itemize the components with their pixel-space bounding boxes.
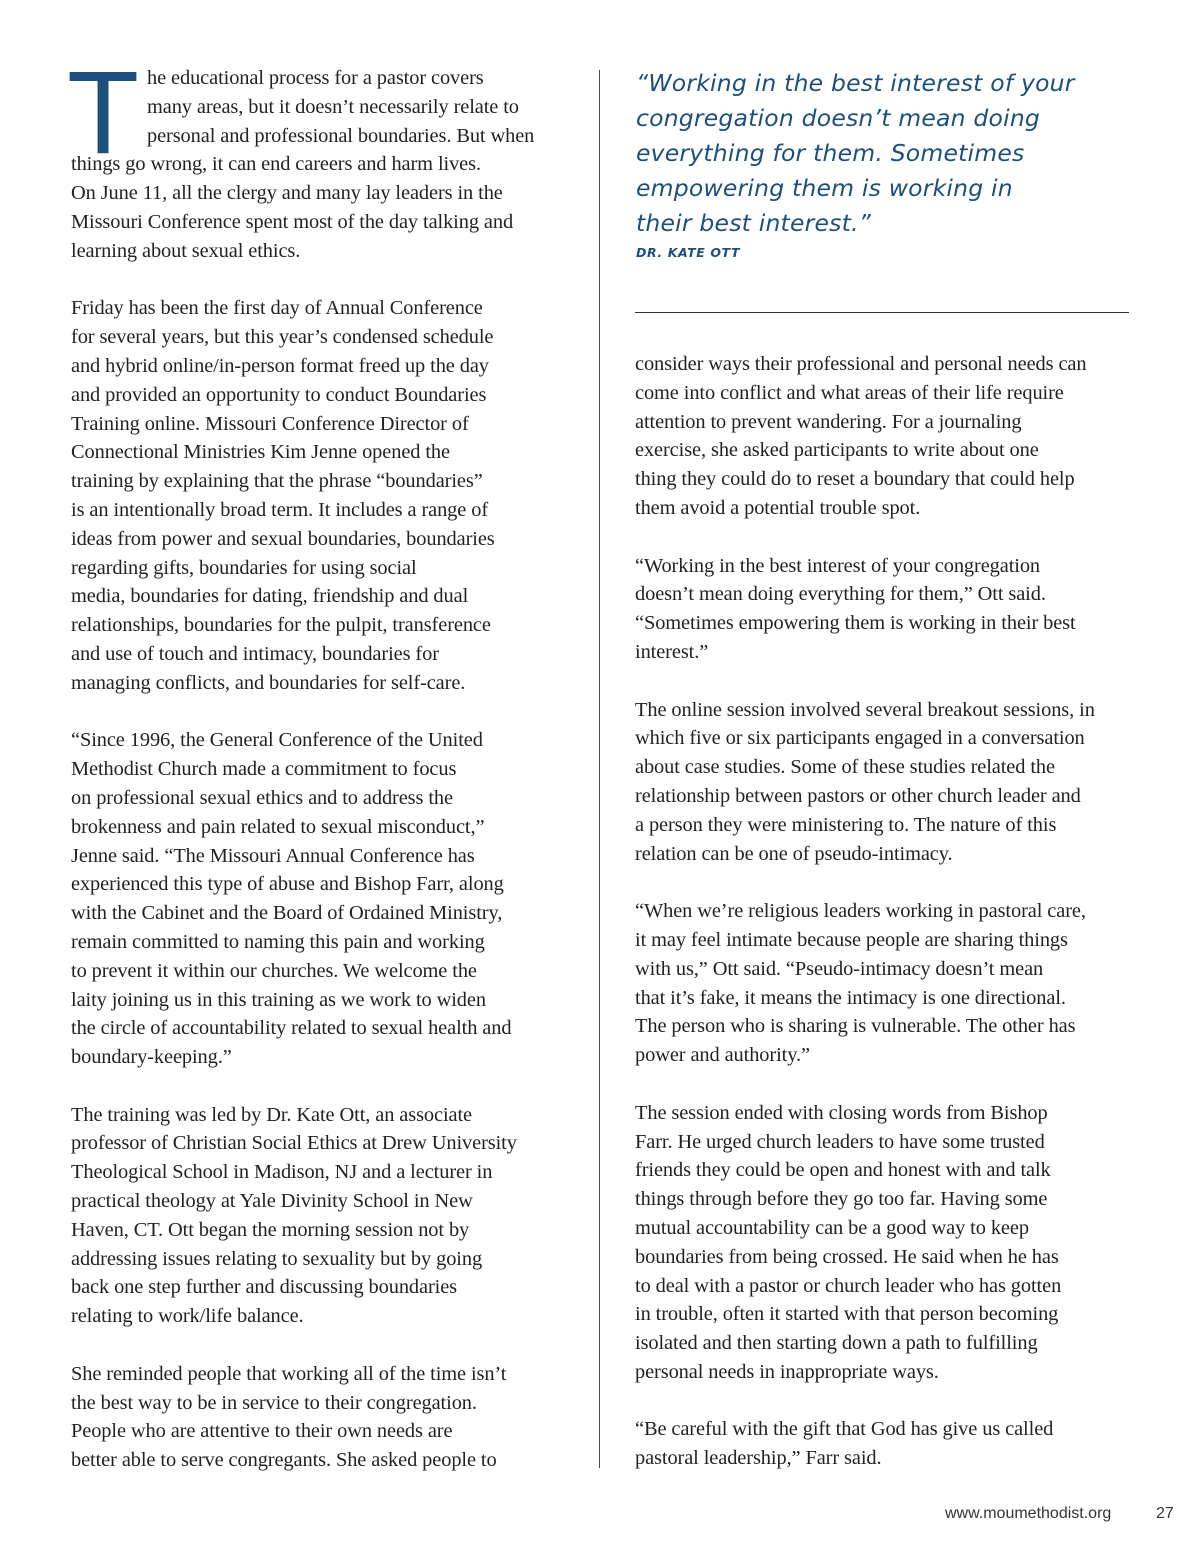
text-line: it may feel intimate because people are sharing things — [635, 928, 1068, 951]
text-line: to prevent it within our churches. We welcome the — [71, 959, 477, 982]
text-line: experienced this type of abuse and Bishop Farr, along — [71, 873, 504, 896]
footer-website-link[interactable]: www.moumethodist.org — [945, 1505, 1112, 1522]
text-line: congregation doesn’t mean doing — [636, 104, 1041, 132]
text-line: things go wrong, it can end careers and harm lives. — [71, 153, 481, 176]
text-line: isolated and then starting down a path to fulfilling — [635, 1332, 1038, 1355]
text-line: The person who is sharing is vulnerable. The other has — [635, 1015, 1076, 1038]
text-line: On June 11, all the clergy and many lay leaders in the — [71, 182, 503, 205]
text-line: power and authority.” — [635, 1044, 810, 1067]
text-line: remain committed to naming this pain and working — [71, 930, 485, 953]
text-line: back one step further and discussing boundaries — [71, 1276, 458, 1299]
column-divider — [599, 70, 600, 1468]
text-line: Jenne said. “The Missouri Annual Conference has — [71, 844, 475, 867]
text-line: with us,” Ott said. “Pseudo-intimacy doesn’t mean — [635, 957, 1044, 980]
text-line: boundaries from being crossed. He said when he has — [635, 1245, 1059, 1268]
left-column — [67, 47, 566, 1504]
article-paragraph — [635, 1415, 1130, 1473]
text-line: empowering them is working in — [636, 174, 1013, 202]
text-line: “Working in the best interest of your congregation — [635, 554, 1041, 577]
text-line: the best way to be in service to their congregation. — [71, 1391, 477, 1414]
text-line: on professional sexual ethics and to address the — [71, 786, 453, 809]
text-line: media, boundaries for dating, friendship and dual — [71, 585, 469, 608]
text-line: Theological School in Madison, NJ and a lecturer in — [71, 1161, 493, 1184]
text-line: Methodist Church made a commitment to focus — [71, 758, 457, 781]
text-line: them avoid a potential trouble spot. — [635, 496, 921, 519]
text-line: The session ended with closing words from Bishop — [635, 1101, 1048, 1124]
article-paragraph — [71, 1101, 566, 1331]
text-line: “When we’re religious leaders working in pastoral care, — [635, 900, 1086, 923]
text-line: things through before they go too far. Having some — [635, 1188, 1048, 1211]
text-line: to deal with a pastor or church leader who has gotten — [635, 1274, 1062, 1297]
drop-cap: T — [67, 47, 139, 179]
article-paragraph — [635, 696, 1130, 869]
text-line: addressing issues relating to sexuality but by going — [71, 1247, 483, 1270]
text-line: Friday has been the first day of Annual Conference — [71, 297, 483, 320]
text-line: interest.” — [635, 640, 709, 663]
text-line: “Working in the best interest of your — [636, 69, 1075, 97]
text-line: professor of Christian Social Ethics at Drew University — [71, 1132, 517, 1155]
text-line: doesn’t mean doing everything for them,” Ott said. — [635, 583, 1046, 606]
text-line: pastoral leadership,” Farr said. — [635, 1447, 882, 1470]
text-line: friends they could be open and honest with and talk — [635, 1159, 1051, 1182]
article-paragraph — [635, 897, 1130, 1070]
text-line: personal needs in inappropriate ways. — [635, 1360, 939, 1383]
text-line: in trouble, often it started with that person becoming — [635, 1303, 1059, 1326]
pull-quote-text — [636, 66, 1136, 241]
text-line: personal and professional boundaries. But when — [146, 124, 535, 147]
text-line: laity joining us in this training as we work to widen — [71, 988, 486, 1011]
article-paragraph — [635, 1099, 1130, 1387]
text-line: is an intentionally broad term. It includes a range of — [71, 498, 489, 521]
text-line: consider ways their professional and personal needs can — [635, 353, 1087, 375]
text-line: relationship between pastors or other church leader and — [635, 784, 1081, 807]
text-line: ideas from power and sexual boundaries, boundaries — [71, 527, 495, 550]
text-line: exercise, she asked participants to write about one — [635, 439, 1039, 462]
text-line: Training online. Missouri Conference Director of — [71, 412, 469, 435]
text-line: relationships, boundaries for the pulpit, transference — [71, 614, 491, 637]
article-paragraph — [635, 552, 1130, 667]
text-line: mutual accountability can be a good way to keep — [635, 1216, 1029, 1239]
text-line: about case studies. Some of these studies related the — [635, 756, 1055, 779]
article-paragraph — [71, 294, 566, 697]
text-line: Haven, CT. Ott began the morning session not by — [71, 1218, 470, 1241]
text-line: relating to work/life balance. — [71, 1305, 304, 1328]
text-line: practical theology at Yale Divinity School in New — [71, 1190, 473, 1213]
text-line: Connectional Ministries Kim Jenne opened the — [71, 441, 450, 464]
right-column — [635, 350, 1130, 1502]
text-line: People who are attentive to their own needs are — [71, 1420, 453, 1443]
text-line: boundary-keeping.” — [71, 1046, 232, 1069]
text-line: “Be careful with the gift that God has give us called — [635, 1418, 1054, 1441]
text-line: regarding gifts, boundaries for using social — [71, 556, 417, 579]
page-number: 27 — [1156, 1505, 1174, 1522]
text-line: a person they were ministering to. The nature of this — [635, 813, 1057, 836]
text-line: thing they could do to reset a boundary that could help — [635, 468, 1075, 491]
article-paragraph — [71, 1360, 566, 1475]
text-line: that it’s fake, it means the intimacy is one directional. — [635, 986, 1066, 1009]
text-line: everything for them. Sometimes — [636, 139, 1025, 167]
text-line: the circle of accountability related to sexual health and — [71, 1017, 512, 1040]
text-line: he educational process for a pastor covers — [146, 67, 484, 89]
text-line: The training was led by Dr. Kate Ott, an associate — [71, 1103, 472, 1126]
text-line: “Sometimes empowering them is working in their best — [635, 612, 1076, 635]
text-line: and hybrid online/in-person format freed up the day — [71, 354, 489, 377]
article-paragraph — [635, 350, 1130, 523]
text-line: better able to serve congregants. She asked people to — [71, 1449, 497, 1472]
text-line: for several years, but this year’s condensed schedule — [71, 326, 494, 349]
pull-quote-divider — [635, 312, 1129, 313]
text-line: and use of touch and intimacy, boundaries for — [71, 642, 439, 665]
text-line: attention to prevent wandering. For a journaling — [635, 410, 1022, 433]
text-line: with the Cabinet and the Board of Ordained Ministry, — [71, 902, 503, 925]
article-paragraph — [71, 726, 566, 1072]
article-paragraph-intro — [67, 47, 566, 266]
text-line: She reminded people that working all of the time isn’t — [71, 1362, 507, 1385]
text-line: training by explaining that the phrase “boundaries” — [71, 470, 483, 493]
text-line: their best interest.” — [636, 209, 872, 237]
text-line: brokenness and pain related to sexual misconduct,” — [71, 815, 485, 838]
text-line: many areas, but it doesn’t necessarily relate to — [146, 95, 519, 118]
text-line: come into conflict and what areas of their life require — [635, 381, 1064, 404]
text-line: Farr. He urged church leaders to have some trusted — [635, 1130, 1045, 1153]
text-line: “Since 1996, the General Conference of the United — [71, 729, 483, 752]
text-line: relation can be one of pseudo-intimacy. — [635, 842, 953, 865]
text-line: Missouri Conference spent most of the day talking and — [71, 210, 514, 233]
text-line: The online session involved several breakout sessions, in — [635, 698, 1095, 721]
text-line: which five or six participants engaged in a conversation — [635, 727, 1085, 750]
pull-quote — [636, 66, 1136, 260]
pull-quote-attribution: DR. KATE OTT — [636, 245, 741, 260]
text-line: learning about sexual ethics. — [71, 239, 301, 262]
text-line: managing conflicts, and boundaries for self-care. — [71, 671, 466, 694]
text-line: and provided an opportunity to conduct Boundaries — [71, 383, 487, 406]
